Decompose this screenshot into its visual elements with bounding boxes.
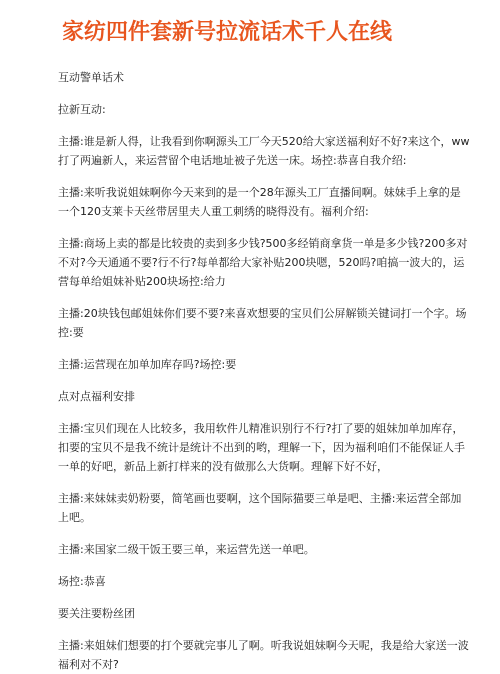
- paragraph: 主播:谁是新人得，让我看到你啊源头工厂今天520给大家送福利好不好?来这个，ww打了两遍新人，来运营留个电话地址被子先送一床。场控:恭喜自我介绍:: [58, 135, 470, 167]
- paragraph: 主播:来姐妹们想要的打个要就完事儿了啊。听我说姐妹啊今天呢，我是给大家送一波福利对不对?: [58, 639, 469, 671]
- paragraph: 场控:恭喜: [58, 575, 106, 588]
- paragraph-subheading: 点对点福利安排: [58, 390, 135, 403]
- paragraph: 主播:运营现在加单加库存吗?场控:要: [58, 358, 237, 371]
- paragraph: 主播:20块钱包邮姐妹你们要不要?来喜欢想要的宝贝们公屏解锁关键词打一个字。场控:要: [58, 307, 467, 339]
- paragraph: 主播:来妹妹卖奶粉要，简笔画也要啊，这个国际猫要三单是吧、主播:来运营全部加上吧。: [58, 492, 462, 524]
- paragraph: 主播:来听我说姐妹啊你今天来到的是一个28年源头工厂直播间啊。妹妹手上拿的是一个120支莱卡天丝带居里夫人重工刺绣的晓得没有。福利介绍:: [58, 186, 461, 218]
- paragraph-subheading: 拉新互动:: [58, 103, 106, 116]
- paragraph-subheading: 要关注要粉丝团: [58, 607, 135, 620]
- paragraph-section-heading: 互动警单话术: [58, 71, 124, 84]
- paragraph: 主播:宝贝们现在人比较多，我用软件儿精准识别行不行?打了要的姐妹加单加库存，扣要的宝贝不是我不统计是统计不出到的哟，理解一下，因为福利咱们不能保证人手一单的好吧，新品上新打样来的没有做那么大货啊。理解下好不好，: [58, 422, 465, 473]
- document-title: 家纺四件套新号拉流话术千人在线: [62, 20, 393, 45]
- paragraph: 主播:来国家二级干饭王要三单，来运营先送一单吧。: [58, 543, 315, 556]
- document-body: [58, 68, 470, 674]
- paragraph: 主播:商场上卖的都是比较贵的卖到多少钱?500多经销商拿货一单是多少钱?200多对不对?今天通通不要?行不行?每单都给大家补贴200块嗯，520吗?咱搞一波大的，运营每单给姐妹补贴200块场控:给力: [58, 237, 468, 288]
